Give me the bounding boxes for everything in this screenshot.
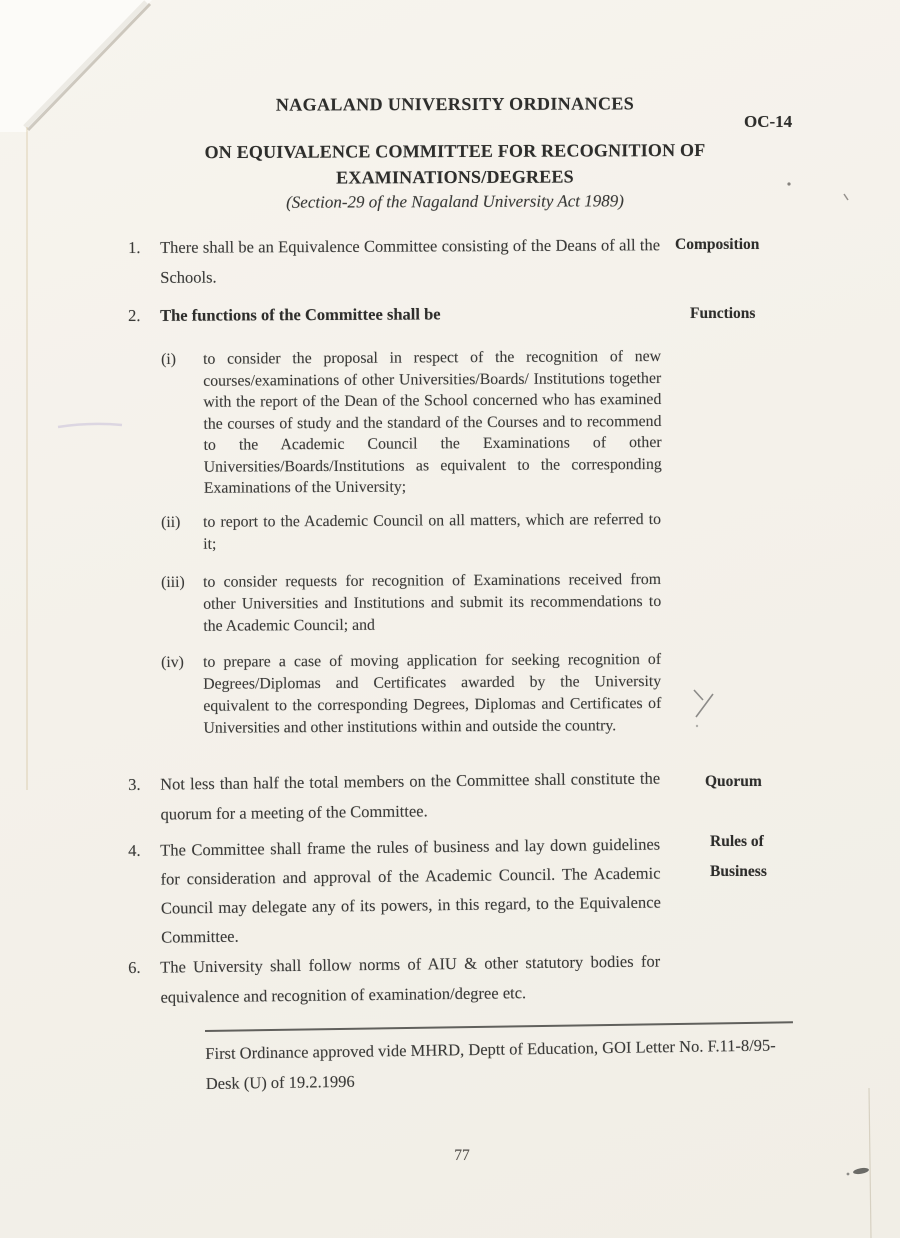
ink-smudge xyxy=(58,424,122,427)
section-reference: (Section-29 of the Nagaland University Act 1989) xyxy=(286,191,624,212)
dark-smudge xyxy=(853,1167,870,1175)
margin-label-composition: Composition xyxy=(675,236,760,253)
ordinance-code: OC-14 xyxy=(744,112,793,131)
handwritten-tick-mark xyxy=(694,690,713,717)
document-subtitle-line1: ON EQUIVALENCE COMMITTEE FOR RECOGNITION OF xyxy=(204,139,706,163)
item-number: 1. xyxy=(128,237,141,257)
subitem-i xyxy=(161,346,662,500)
item-text: The functions of the Committee shall be xyxy=(160,304,441,325)
subitem-text: to report to the Academic Council on all matters, which are referred to it; xyxy=(203,510,662,553)
subitem-text: to consider requests for recognition of Examinations received from other Universities and Institutions and submit its recommendations to the Academic Council; and xyxy=(203,570,662,635)
subitem-text: to prepare a case of moving application for seeking recognition of Degrees/Diplomas and Certificates awarded by the University equivalent to the corresponding Degrees, Diplomas and Certificates of Universities and other institutions within and outside the country. xyxy=(203,650,662,737)
margin-label-functions: Functions xyxy=(690,305,756,322)
subitem-label: (ii) xyxy=(161,513,181,531)
page-number: 77 xyxy=(454,1147,470,1164)
subitem-iv xyxy=(161,649,662,740)
item-number: 3. xyxy=(128,774,141,794)
document-subtitle-line2: EXAMINATIONS/DEGREES xyxy=(336,166,574,188)
document-title: NAGALAND UNIVERSITY ORDINANCES xyxy=(275,93,635,115)
item-text: Not less than half the total members on the Committee shall constitute the quorum for a meeting of the Committee. xyxy=(160,768,661,824)
subitem-label: (iv) xyxy=(161,653,184,671)
ordinance-item-1 xyxy=(128,230,660,293)
subitem-text: to consider the proposal in respect of the recognition of new courses/examinations of other Universities/Boards/ Institutions together with the report of the Dean of the School concerned who has examined the courses of study and the standard of the Courses and to recommend to the Academic Council the Examinations of other Universities/Boards/Institutions as equivalent to the corresponding Examinations of the University; xyxy=(203,347,662,497)
item-text: The University shall follow norms of AIU & other statutory bodies for equivalence and recognition of examination/degree etc. xyxy=(160,951,661,1007)
subitem-iii xyxy=(161,569,661,638)
item-text: There shall be an Equivalence Committee consisting of the Deans of all the Schools. xyxy=(160,235,661,287)
item-number: 6. xyxy=(128,957,141,977)
subitem-ii xyxy=(161,509,661,556)
subitem-label: (iii) xyxy=(161,573,185,591)
item-number: 2. xyxy=(128,305,141,325)
item-text: The Committee shall frame the rules of business and lay down guidelines for consideration and approval of the Academic Council. The Academic Council may delegate any of its powers, in this regard, to the Equivalence Committee. xyxy=(160,834,661,947)
subitem-label: (i) xyxy=(161,350,177,368)
margin-label-quorum: Quorum xyxy=(705,773,762,790)
item-number: 4. xyxy=(128,840,141,860)
margin-label-rules-of-business: Rules of Business xyxy=(710,833,767,880)
footnote-text: First Ordinance approved vide MHRD, Deptt of Education, GOI Letter No. F.11-8/95-Desk (U) of 19.2.1996 xyxy=(205,1035,776,1093)
ordinance-item-6 xyxy=(128,947,661,1013)
ordinance-item-2 xyxy=(128,298,660,331)
footnote xyxy=(205,1021,794,1099)
ordinance-item-3 xyxy=(128,764,661,830)
ordinance-item-4 xyxy=(128,830,661,952)
